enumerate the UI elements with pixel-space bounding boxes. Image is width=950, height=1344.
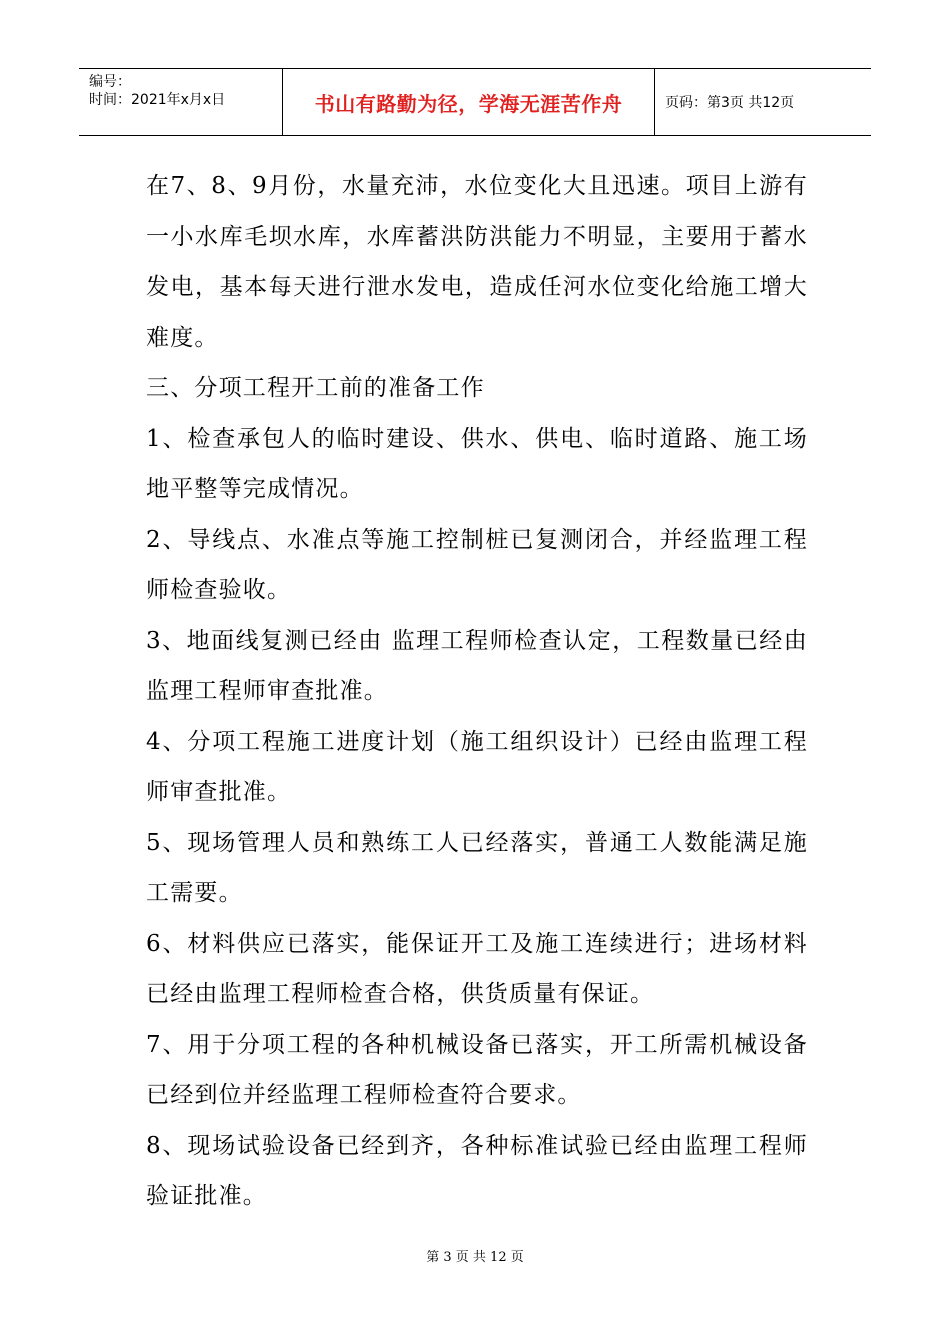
list-item: 4、分项工程施工进度计划（施工组织设计）已经由监理工程师审查批准。 [146,728,808,805]
header-motto-cell [283,69,655,135]
list-item: 2、导线点、水准点等施工控制桩已复测闭合，并经监理工程师检查验收。 [146,526,808,603]
list-item: 8、现场试验设备已经到齐，各种标准试验已经由监理工程师验证批准。 [146,1132,808,1209]
page-footer [0,1246,950,1265]
page-info-text: 页码：第3页 共12页 [665,95,795,111]
serial-label: 编号： [89,74,131,90]
page-header [79,68,871,136]
header-meta [79,69,283,135]
document-body [146,161,808,1222]
date-label: 时间：2021年x月x日 [89,92,226,108]
motto-text: 书山有路勤为径，学海无涯苦作舟 [314,91,623,116]
list-item: 3、地面线复测已经由 监理工程师检查认定，工程数量已经由监理工程师审查批准。 [146,627,808,704]
list-item: 5、现场管理人员和熟练工人已经落实，普通工人数能满足施工需要。 [146,829,808,906]
section-heading: 三、分项工程开工前的准备工作 [146,375,485,401]
paragraph: 在7、8、9月份，水量充沛，水位变化大且迅速。项目上游有一小水库毛坝水库，水库蓄洪防洪能力不明显，主要用于蓄水发电，基本每天进行泄水发电，造成任河水位变化给施工增大难度。 [146,173,808,351]
footer-page-number: 第 3 页 共 12 页 [426,1250,524,1265]
list-item: 1、检查承包人的临时建设、供水、供电、临时道路、施工场地平整等完成情况。 [146,425,808,502]
list-item: 6、材料供应已落实，能保证开工及施工连续进行；进场材料已经由监理工程师检查合格，供货质量有保证。 [146,930,808,1007]
header-page-info [655,69,871,135]
list-item: 7、用于分项工程的各种机械设备已落实，开工所需机械设备已经到位并经监理工程师检查符合要求。 [146,1031,808,1108]
